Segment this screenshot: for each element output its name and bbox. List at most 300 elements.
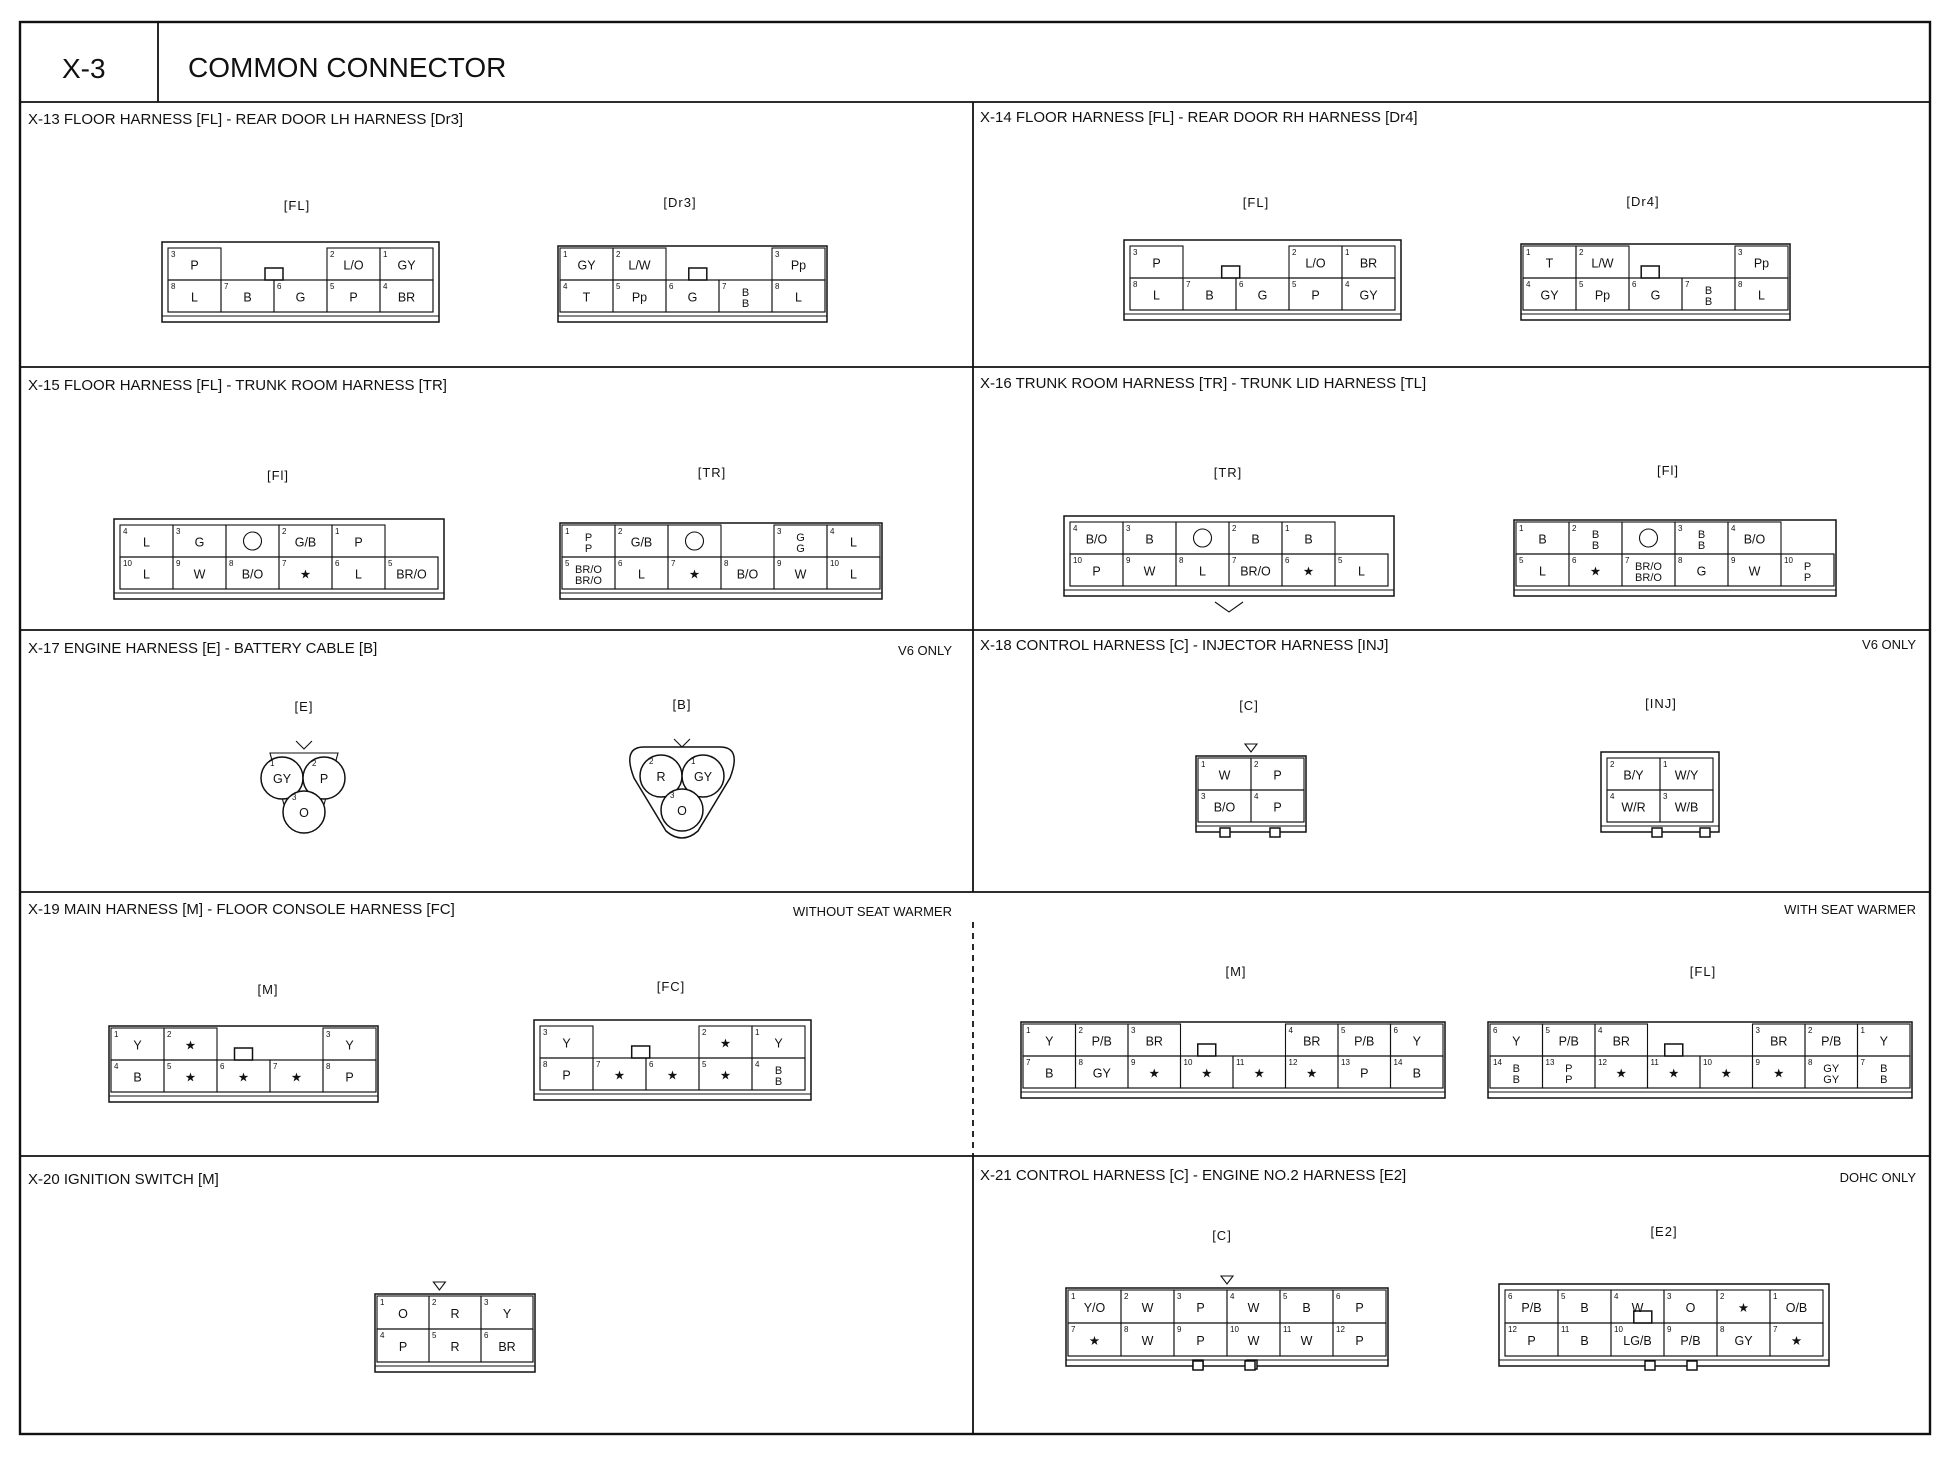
x13-fl-pin-number: 8	[171, 282, 176, 291]
x13-fl-pin-number: 5	[330, 282, 335, 291]
x16-tl-pin-number: 10	[1784, 556, 1793, 565]
x19-fc-pin-number: 3	[543, 1028, 548, 1037]
x15-tr-wire-color: BR/O	[575, 564, 602, 576]
x16-tr-wire-color: B	[1251, 532, 1260, 547]
x15-tr-wire-color: G	[796, 532, 805, 544]
x13-fl-wire-color: L	[191, 290, 198, 305]
x15-tr-wire-color: P	[584, 532, 593, 544]
x19-fl-wire-color: Y	[1512, 1034, 1521, 1049]
x14-dr4-wire-color: GY	[1540, 288, 1559, 303]
x19-m2-wire-color: ★	[1253, 1066, 1265, 1081]
x18-inj-pin-number: 4	[1610, 792, 1615, 801]
x13-dr3-wire-color: L	[795, 290, 802, 305]
x19-m-pin-number: 4	[114, 1062, 119, 1071]
x17-b-key	[674, 739, 690, 747]
x19-fl-pin-number: 4	[1598, 1026, 1603, 1035]
x19-fl-wire-color: GY	[1823, 1063, 1840, 1075]
x16-tl-wire-color: P	[1803, 572, 1812, 584]
x19-m2-wire-color: ★	[1148, 1066, 1160, 1081]
x19-m-pin-number: 8	[326, 1062, 331, 1071]
x14-dr4-wire-color: Pp	[1753, 256, 1770, 271]
x19-fl-pin-number: 10	[1703, 1058, 1712, 1067]
x17-e-wire-color: P	[319, 772, 329, 786]
x21-e2-wire-color: P/B	[1521, 1301, 1542, 1315]
x17-b-wire-color: O	[677, 804, 687, 818]
x13-fl-pin-number: 3	[171, 250, 176, 259]
x14-fl-pin-number: 4	[1345, 280, 1350, 289]
x19-title: X-19 MAIN HARNESS [M] - FLOOR CONSOLE HARNESS [FC]	[28, 901, 455, 918]
x21-title: X-21 CONTROL HARNESS [C] - ENGINE NO.2 HARNESS [E2]	[980, 1167, 1407, 1184]
x16-title: X-16 TRUNK ROOM HARNESS [TR] - TRUNK LID HARNESS [TL]	[980, 375, 1427, 392]
x19-fl-connector	[1488, 1022, 1912, 1098]
x16-tr-pin-number: 4	[1073, 524, 1078, 533]
x18-c-wire-color: W	[1218, 768, 1231, 783]
x19-m-pin-number: 2	[167, 1030, 172, 1039]
x21-e2-wire-color: O	[1685, 1301, 1696, 1315]
x16-tr-wire-color: P	[1092, 564, 1101, 579]
x16-tr-wire-color: W	[1143, 564, 1156, 579]
x13-dr3-wire-color: L/W	[628, 258, 651, 273]
x19-m-pin-number: 5	[167, 1062, 172, 1071]
x19-m2-pin-number: 11	[1236, 1058, 1245, 1067]
x14-dr4-wire-color: L/W	[1591, 256, 1614, 271]
x15-fl-pin-number: 4	[123, 527, 128, 536]
x18-inj-pin-number: 2	[1610, 760, 1615, 769]
x16-tl-wire-color: G	[1696, 564, 1707, 579]
x16-tr-wire-color: BR/O	[1240, 564, 1271, 579]
x19-fl-pin-number: 2	[1808, 1026, 1813, 1035]
x18-c-pin-number: 1	[1201, 760, 1206, 769]
x19-m-wire-color: Y	[345, 1038, 354, 1053]
x19-fl-wire-color: B	[1512, 1063, 1520, 1075]
x19-c-label: [M]	[1225, 964, 1247, 979]
x13-dr3-pin-number: 3	[775, 250, 780, 259]
x13-left-label: [FL]	[283, 198, 311, 213]
x15-fl-pin-number: 6	[335, 559, 340, 568]
x21-c-pin-number: 6	[1336, 1292, 1341, 1301]
x16-tr-pin-number: 9	[1126, 556, 1131, 565]
x16-tr-wire-color: B	[1145, 532, 1154, 547]
x13-fl-wire-color: BR	[397, 290, 416, 305]
x21-e2-wire-color: B	[1580, 1334, 1589, 1348]
x14-dr4-pin-number: 3	[1738, 248, 1743, 257]
x18-c-wire-color: B/O	[1213, 800, 1236, 815]
x15-fl-wire-color: P	[354, 535, 363, 550]
x21-c-pin-number: 12	[1336, 1325, 1345, 1334]
x16-tl-pin-number: 7	[1625, 556, 1630, 565]
x19-m-wire-color: ★	[184, 1038, 197, 1053]
x14-fl-wire-color: G	[1257, 288, 1268, 303]
x21-c-pin-number: 10	[1230, 1325, 1239, 1334]
x13-dr3-pin-number: 2	[616, 250, 621, 259]
x21-left-label: [C]	[1212, 1228, 1232, 1243]
x15-fl-wire-color: B/O	[241, 567, 264, 582]
x19-fc-wire-color: B	[774, 1065, 783, 1077]
x15-tr-pin-number: 3	[777, 527, 782, 536]
x19-m-pin-number: 1	[114, 1030, 119, 1039]
x19-fc-shell	[534, 1020, 811, 1100]
x14-fl-wire-color: L/O	[1305, 256, 1326, 271]
x13-title: X-13 FLOOR HARNESS [FL] - REAR DOOR LH HARNESS [Dr3]	[28, 111, 464, 128]
x16-tl-wire-color: ★	[1589, 564, 1602, 579]
x13-fl-wire-color: P	[349, 290, 358, 305]
x20-sw-pin-number: 1	[380, 1298, 385, 1307]
x13-right-label: [Dr3]	[663, 195, 697, 210]
x13-dr3-wire-color: Pp	[790, 258, 807, 273]
x19-fl-pin-number: 12	[1598, 1058, 1607, 1067]
x17-b-pin-number: 2	[649, 757, 654, 766]
x19-fl-pin-number: 3	[1755, 1026, 1760, 1035]
x21-c-pin-number: 3	[1177, 1292, 1182, 1301]
x21-e2-wire-color: O/B	[1785, 1301, 1808, 1315]
x14-fl-wire-color: P	[1311, 288, 1320, 303]
x16-tl-pin-number: 4	[1731, 524, 1736, 533]
x19-m-wire-color: B	[133, 1070, 142, 1085]
x21-e2-pin-number: 6	[1508, 1292, 1513, 1301]
x19-m2-wire-color: GY	[1092, 1066, 1111, 1081]
x19-fc-wire-color: Y	[562, 1036, 571, 1051]
x16-tl-wire-color: P	[1803, 561, 1812, 573]
x14-fl-pin-number: 2	[1292, 248, 1297, 257]
x19-fl-wire-color: P/B	[1558, 1034, 1579, 1049]
x16-tl-pin-number: 9	[1731, 556, 1736, 565]
x15-tr-wire-color: G/B	[630, 535, 653, 550]
x16-tr-pin-number: 7	[1232, 556, 1237, 565]
x16-tl-pin-number: 5	[1519, 556, 1524, 565]
x14-fl-pin-number: 3	[1133, 248, 1138, 257]
x13-fl-pin-number: 7	[224, 282, 229, 291]
x19-fc-wire-color: B	[774, 1076, 783, 1088]
x17-title: X-17 ENGINE HARNESS [E] - BATTERY CABLE [B]	[28, 640, 378, 657]
x13-dr3-wire-color: Pp	[631, 290, 648, 305]
x18-inj-wire-color: W/B	[1674, 800, 1699, 815]
x18-c-wire-color: P	[1273, 768, 1282, 783]
x19-m-pin-number: 6	[220, 1062, 225, 1071]
x14-left-label: [FL]	[1242, 195, 1270, 210]
x21-e2-pin-number: 11	[1561, 1325, 1570, 1334]
x13-fl-wire-color: G	[295, 290, 306, 305]
x19-fl-wire-color: B	[1880, 1074, 1888, 1086]
x20-sw-wire-color: BR	[498, 1340, 516, 1354]
x18-inj-pin-number: 1	[1663, 760, 1668, 769]
x19-fc-wire-color: Y	[774, 1036, 783, 1051]
x16-tl-wire-color: BR/O	[1635, 572, 1662, 584]
mounting-lug	[1645, 1361, 1655, 1370]
x15-tr-pin-number: 2	[618, 527, 623, 536]
x16-tr-pin-number: 1	[1285, 524, 1290, 533]
x15-fl-pin-number: 1	[335, 527, 340, 536]
x16-tl-pin-number: 3	[1678, 524, 1683, 533]
x17-b-pin-number: 1	[691, 757, 696, 766]
x19-fl-pin-number: 7	[1860, 1058, 1865, 1067]
x21-c-wire-color: P	[1196, 1301, 1205, 1315]
x18-left-label: [C]	[1239, 698, 1259, 713]
x18-title: X-18 CONTROL HARNESS [C] - INJECTOR HARNESS [INJ]	[980, 637, 1389, 654]
x21-c-pin-number: 4	[1230, 1292, 1235, 1301]
x15-fl-wire-color: L	[143, 535, 150, 550]
x14-dr4-pin-number: 7	[1685, 280, 1690, 289]
x21-c-pin-number: 7	[1071, 1325, 1076, 1334]
x21-c-pin-number: 9	[1177, 1325, 1182, 1334]
x16-tl-wire-color: B	[1591, 540, 1600, 552]
x14-dr4-pin-number: 6	[1632, 280, 1637, 289]
x21-c-pin-number: 2	[1124, 1292, 1129, 1301]
x19-m2-connector	[1021, 1022, 1445, 1098]
x19-fl-pin-number: 5	[1545, 1026, 1550, 1035]
x18-inj-connector	[1601, 752, 1719, 832]
mounting-lug	[1700, 828, 1710, 837]
x21-right-label: [E2]	[1650, 1224, 1678, 1239]
x15-fl-pin-number: 5	[388, 559, 393, 568]
x19-fc-pin-number: 5	[702, 1060, 707, 1069]
x14-fl-pin-number: 6	[1239, 280, 1244, 289]
x15-fl-wire-color: G	[194, 535, 205, 550]
x16-tl-pin-number: 6	[1572, 556, 1577, 565]
x14-dr4-pin-number: 5	[1579, 280, 1584, 289]
x15-right-label: [TR]	[697, 465, 727, 480]
x13-fl-lock-tab	[265, 268, 283, 280]
x16-tr-wire-color: L	[1358, 564, 1365, 579]
x14-fl-connector	[1124, 240, 1401, 320]
x13-dr3-wire-color: B	[741, 298, 750, 310]
x19-fl-wire-color: P	[1565, 1074, 1573, 1086]
x21-e2-wire-color: B	[1580, 1301, 1589, 1315]
x18-inj-pin-number: 3	[1663, 792, 1668, 801]
x18-c-pin-number: 4	[1254, 792, 1259, 801]
x19-m2-wire-color: P/B	[1091, 1034, 1112, 1049]
x13-fl-pin-number: 6	[277, 282, 282, 291]
x20-sw-wire-color: Y	[502, 1307, 512, 1321]
x13-dr3-pin-number: 8	[775, 282, 780, 291]
x16-tr-connector	[1064, 516, 1394, 612]
x13-fl-connector	[162, 242, 439, 322]
x14-fl-lock-tab	[1222, 266, 1240, 278]
x18-c-wire-color: P	[1273, 800, 1282, 815]
x19-fc-pin-number: 4	[755, 1060, 760, 1069]
x14-dr4-wire-color: L	[1758, 288, 1765, 303]
x21-e2-wire-color: GY	[1734, 1334, 1753, 1348]
x19-m2-pin-number: 14	[1393, 1058, 1403, 1067]
x15-fl-wire-color: L	[355, 567, 362, 582]
x19-fc-wire-color: ★	[719, 1036, 732, 1051]
x16-tl-wire-color: B	[1697, 540, 1706, 552]
x14-dr4-pin-number: 4	[1526, 280, 1531, 289]
x17-e-pin-number: 2	[312, 759, 317, 768]
x21-e2-wire-color: LG/B	[1623, 1334, 1652, 1348]
x19-m2-wire-color: Y	[1412, 1034, 1421, 1049]
x21-c-wire-color: ★	[1088, 1334, 1101, 1348]
x21-c-wire-color: W	[1141, 1334, 1154, 1348]
x17-b-connector	[630, 739, 734, 838]
x21-e2-wire-color: P/B	[1680, 1334, 1701, 1348]
x15-tr-connector	[560, 523, 882, 599]
x17-e-wire-color: GY	[272, 772, 292, 786]
x19-fl-wire-color: BR	[1770, 1034, 1788, 1049]
x19-fc-pin-number: 2	[702, 1028, 707, 1037]
x15-tr-pin-number: 7	[671, 559, 676, 568]
x18-inj-wire-color: W/R	[1621, 800, 1646, 815]
x15-tr-wire-color: P	[584, 543, 593, 555]
x21-e2-connector	[1499, 1284, 1829, 1366]
x15-tr-wire-color: W	[794, 567, 807, 582]
x19-fl-wire-color: ★	[1668, 1066, 1680, 1081]
mounting-lug	[1270, 828, 1280, 837]
x20-sw-wire-color: R	[450, 1307, 460, 1321]
x15-tr-pin-number: 5	[565, 559, 570, 568]
x13-dr3-pin-number: 7	[722, 282, 727, 291]
x19-b-label: [FC]	[656, 979, 686, 994]
sheet-title: COMMON CONNECTOR	[188, 52, 507, 83]
x19-m-lock-tab	[235, 1048, 253, 1060]
x13-dr3-pin-number: 1	[563, 250, 568, 259]
x19-note-left: WITHOUT SEAT WARMER	[792, 904, 952, 919]
x18-c-connector	[1196, 744, 1306, 832]
x19-fl-wire-color: P/B	[1821, 1034, 1842, 1049]
x15-tr-pin-number: 6	[618, 559, 623, 568]
x14-fl-pin-number: 7	[1186, 280, 1191, 289]
x16-tl-wire-color: L	[1539, 564, 1546, 579]
x15-tr-wire-color: B/O	[736, 567, 759, 582]
x19-m2-wire-color: ★	[1201, 1066, 1213, 1081]
x18-note: V6 ONLY	[1862, 637, 1916, 652]
x16-tr-pin-number: 3	[1126, 524, 1131, 533]
mounting-lug	[1245, 1361, 1255, 1370]
x15-tr-wire-color: G	[796, 543, 805, 555]
x19-fl-pin-number: 6	[1493, 1026, 1498, 1035]
x15-fl-connector	[114, 519, 444, 599]
mounting-lug	[1193, 1361, 1203, 1370]
x20-sw-pin-number: 3	[484, 1298, 489, 1307]
x19-m2-lock-tab	[1198, 1044, 1216, 1056]
x19-m-connector	[109, 1026, 378, 1102]
x19-m2-pin-number: 12	[1288, 1058, 1298, 1067]
x19-note-right: WITH SEAT WARMER	[1784, 902, 1916, 917]
x15-tr-wire-color: L	[850, 535, 857, 550]
x15-tr-pin-number: 9	[777, 559, 782, 568]
x13-dr3-connector	[558, 246, 827, 322]
x16-tr-pin-number: 10	[1073, 556, 1082, 565]
x19-m2-wire-color: P/B	[1354, 1034, 1375, 1049]
x19-fl-wire-color: Y	[1879, 1034, 1888, 1049]
x15-fl-pin-number: 7	[282, 559, 287, 568]
mounting-lug	[1220, 828, 1230, 837]
x13-dr3-pin-number: 6	[669, 282, 674, 291]
x13-fl-wire-color: P	[190, 258, 199, 273]
x17-b-pin-number: 3	[670, 791, 675, 800]
x21-c-pin-number: 5	[1283, 1292, 1288, 1301]
x19-fc-connector	[534, 1020, 811, 1100]
x14-fl-pin-number: 5	[1292, 280, 1297, 289]
x20-sw-pin-number: 4	[380, 1331, 385, 1340]
x16-tl-wire-color: B	[1697, 529, 1706, 541]
x19-m2-pin-number: 8	[1078, 1058, 1083, 1067]
x13-dr3-pin-number: 4	[563, 282, 568, 291]
x19-m-wire-color: ★	[184, 1070, 197, 1085]
x21-c-wire-color: P	[1355, 1301, 1364, 1315]
x19-fl-wire-color: ★	[1720, 1066, 1732, 1081]
x16-tr-pin-number: 5	[1338, 556, 1343, 565]
x19-m2-wire-color: BR	[1303, 1034, 1321, 1049]
x19-fc-wire-color: ★	[719, 1068, 732, 1083]
x19-fl-pin-number: 9	[1755, 1058, 1760, 1067]
x16-tl-wire-color: B	[1538, 532, 1547, 547]
x14-title: X-14 FLOOR HARNESS [FL] - REAR DOOR RH HARNESS [Dr4]	[980, 109, 1418, 126]
x15-left-label: [Fl]	[266, 468, 290, 483]
x14-fl-pin-number: 1	[1345, 248, 1350, 257]
x15-fl-wire-color: G/B	[294, 535, 317, 550]
x19-m-wire-color: ★	[290, 1070, 303, 1085]
x16-tl-wire-color: BR/O	[1635, 561, 1662, 573]
x20-sw-pin-number: 2	[432, 1298, 437, 1307]
x19-fc-pin-number: 1	[755, 1028, 760, 1037]
x20-sw-shell	[375, 1294, 535, 1372]
x20-sw-wire-color: R	[450, 1340, 460, 1354]
connectors	[109, 240, 1912, 1372]
x16-tr-wire-color: B/O	[1085, 532, 1108, 547]
x13-dr3-wire-color: T	[582, 290, 591, 305]
x14-fl-wire-color: L	[1153, 288, 1160, 303]
x16-tl-pin-number: 2	[1572, 524, 1577, 533]
x20-sw-mark	[433, 1282, 445, 1290]
x20-sw-connector	[375, 1282, 535, 1372]
x21-c-wire-color: P	[1196, 1334, 1205, 1348]
x15-tr-wire-color: BR/O	[575, 575, 602, 587]
x14-dr4-shell	[1521, 244, 1790, 320]
x18-c-mark	[1245, 744, 1257, 752]
x16-tr-wire-color: ★	[1302, 564, 1315, 579]
x19-m-wire-color: Y	[133, 1038, 142, 1053]
x19-fl-pin-number: 1	[1860, 1026, 1865, 1035]
sheet-code: X-3	[62, 53, 106, 84]
x14-dr4-pin-number: 1	[1526, 248, 1531, 257]
mounting-lug	[1687, 1361, 1697, 1370]
x19-m-shell	[109, 1026, 378, 1102]
x15-fl-pin-number: 10	[123, 559, 132, 568]
x15-fl-wire-color: L	[143, 567, 150, 582]
x19-fc-pin-number: 6	[649, 1060, 654, 1069]
x13-fl-wire-color: GY	[397, 258, 416, 273]
x16-tl-wire-color: W	[1748, 564, 1761, 579]
x15-fl-pin-number: 8	[229, 559, 234, 568]
x21-e2-pin-number: 9	[1667, 1325, 1672, 1334]
x14-right-label: [Dr4]	[1626, 194, 1660, 209]
x18-right-label: [INJ]	[1645, 696, 1677, 711]
x19-m2-pin-number: 1	[1026, 1026, 1031, 1035]
x19-m-wire-color: ★	[237, 1070, 250, 1085]
x20-sw-pin-number: 6	[484, 1331, 489, 1340]
x14-dr4-lock-tab	[1641, 266, 1659, 278]
x20-title: X-20 IGNITION SWITCH [M]	[28, 1171, 219, 1188]
x19-m-wire-color: P	[345, 1070, 354, 1085]
x14-fl-shell	[1124, 240, 1401, 320]
x19-m2-pin-number: 3	[1131, 1026, 1136, 1035]
x15-tr-wire-color: L	[850, 567, 857, 582]
x21-e2-wire-color: P	[1527, 1334, 1536, 1348]
x21-c-wire-color: W	[1247, 1334, 1260, 1348]
x21-e2-pin-number: 3	[1667, 1292, 1672, 1301]
x19-m2-pin-number: 4	[1288, 1026, 1293, 1035]
x19-m2-pin-number: 10	[1183, 1058, 1193, 1067]
x13-fl-pin-number: 2	[330, 250, 335, 259]
x13-dr3-pin-number: 5	[616, 282, 621, 291]
x21-c-wire-color: W	[1141, 1301, 1154, 1315]
x19-fl-pin-number: 8	[1808, 1058, 1813, 1067]
x16-tr-wire-color: L	[1199, 564, 1206, 579]
x19-fc-wire-color: ★	[666, 1068, 679, 1083]
x14-dr4-pin-number: 8	[1738, 280, 1743, 289]
x18-c-pin-number: 3	[1201, 792, 1206, 801]
x19-m-pin-number: 7	[273, 1062, 278, 1071]
